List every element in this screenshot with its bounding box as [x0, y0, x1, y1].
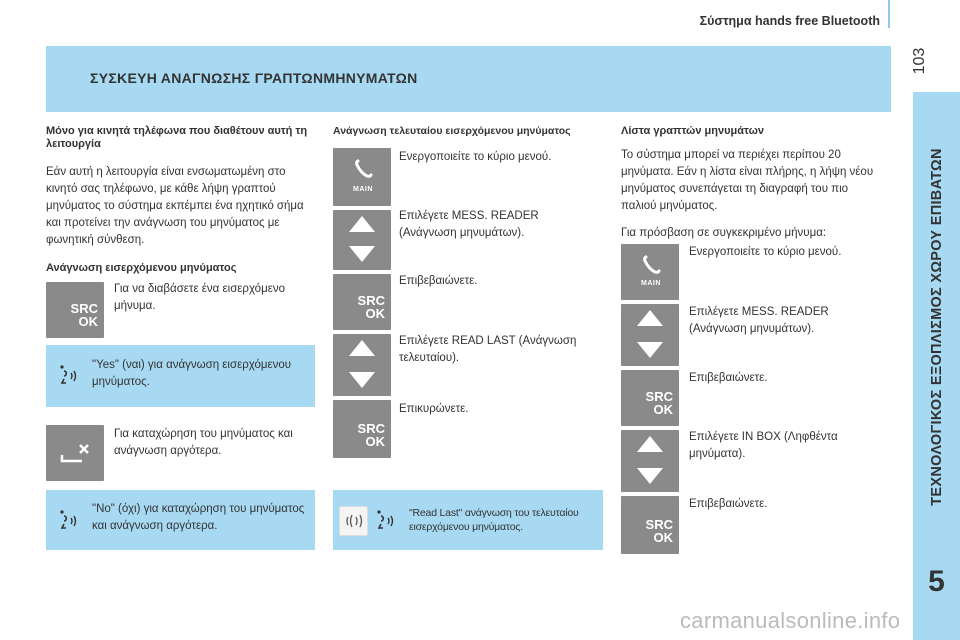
col3-heading: Λίστα γραπτών μηνυμάτων: [621, 125, 764, 137]
col2-step3: Επιβεβαιώνετε.: [399, 275, 478, 287]
arrow-buttons: [333, 334, 391, 396]
src-ok-button: SRC OK: [46, 282, 104, 338]
chapter-number: 5: [928, 565, 945, 598]
voice-button: [339, 506, 368, 536]
voice-read-last-note: "Read Last" ανάγνωση του τελευταίου εισερχόμενου μηνύματος.: [333, 490, 603, 550]
col1-subheading: Ανάγνωση εισερχόμενου μηνύματος: [46, 262, 237, 274]
hang-up-button: [46, 425, 104, 481]
col2-heading: Ανάγνωση τελευταίου εισερχόμενου μηνύματος: [333, 125, 571, 137]
col1-step1: Για να διαβάσετε ένα εισερχόμενο μήνυμα.: [114, 283, 285, 312]
col3-access: Για πρόσβαση σε συγκεκριμένο μήνυμα:: [621, 227, 827, 239]
col3-step2: Επιλέγετε MESS. READER (Ανάγνωση μηνυμάτων).: [689, 306, 829, 335]
chapter-sidebar-title: ΤΕΧΝΟΛΟΓΙΚΟΣ ΕΞΟΠΛΙΣΜΟΣ ΧΩΡΟΥ ΕΠΙΒΑΤΩΝ: [928, 148, 945, 506]
col3-step1: Ενεργοποιείτε το κύριο μενού.: [689, 246, 842, 258]
main-button: MAIN: [333, 148, 391, 206]
col1-step2: Για καταχώρηση του μηνύματος και ανάγνωση αργότερα.: [114, 428, 293, 457]
arrow-up-icon: [637, 310, 663, 326]
src-ok-button: SRC OK: [333, 400, 391, 458]
src-ok-button: SRC OK: [621, 370, 679, 426]
col2-step1: Ενεργοποιείτε το κύριο μενού.: [399, 151, 552, 163]
voice-no-note: "No" (όχι) για καταχώρηση του μηνύματος και ανάγνωση αργότερα.: [46, 490, 315, 550]
col2-step5: Επικυρώνετε.: [399, 403, 469, 415]
voice-command-icon: [375, 508, 397, 532]
page-number: 103: [911, 47, 928, 75]
arrow-buttons: [333, 210, 391, 270]
phone-icon: [353, 158, 373, 180]
col3-step3: Επιβεβαιώνετε.: [689, 372, 768, 384]
col2-step2: Επιλέγετε MESS. READER (Ανάγνωση μηνυμάτων).: [399, 210, 539, 239]
phone-hangup-icon: [58, 439, 94, 469]
voice-command-icon: [58, 508, 80, 532]
col3-step5: Επιβεβαιώνετε.: [689, 498, 768, 510]
arrow-down-icon: [349, 372, 375, 388]
src-ok-button: SRC OK: [333, 274, 391, 330]
src-ok-button: SRC OK: [621, 496, 679, 554]
watermark: carmanualsonline.info: [680, 608, 901, 633]
voice-waves-icon: [344, 513, 364, 529]
arrow-up-icon: [349, 340, 375, 356]
col3-intro: Το σύστημα μπορεί να περιέχει περίπου 20 μηνύματα. Εάν η λίστα είναι πλήρης, η λήψη νέου μηνύματος συνεπάγεται τη διαγραφή του πιο παλιού μηνύματος.: [621, 149, 874, 212]
phone-icon: [641, 254, 661, 276]
header-title: Σύστημα hands free Bluetooth: [699, 14, 880, 28]
section-title: ΣΥΣΚΕΥΗ ΑΝΑΓΝΩΣΗΣ ΓΡΑΠΤΩΝΜΗΝΥΜΑΤΩΝ: [90, 70, 418, 86]
arrow-down-icon: [637, 342, 663, 358]
header-divider: [888, 0, 890, 28]
arrow-buttons: [621, 304, 679, 366]
voice-command-icon: [58, 363, 80, 387]
arrow-down-icon: [349, 246, 375, 262]
arrow-up-icon: [637, 436, 663, 452]
col2-step4: Επιλέγετε READ LAST (Ανάγνωση τελευταίου).: [399, 335, 577, 364]
arrow-up-icon: [349, 216, 375, 232]
main-button: MAIN: [621, 244, 679, 300]
col3-step4: Επιλέγετε IN BOX (Ληφθέντα μηνύματα).: [689, 431, 838, 460]
col1-intro: Εάν αυτή η λειτουργία είναι ενσωματωμένη στο κινητό σας τηλέφωνο, με κάθε λήψη γραπτού μηνύματος το σύστημα εκπέμπει ένα ηχητικό σήμα και προτείνει την ανάγνωση του μηνύματος με φωνητική σύνθεση.: [46, 166, 304, 246]
arrow-buttons: [621, 430, 679, 492]
arrow-down-icon: [637, 468, 663, 484]
voice-yes-note: "Yes" (ναι) για ανάγνωση εισερχόμενου μηνύματος.: [46, 345, 315, 407]
col1-heading: Μόνο για κινητά τηλέφωνα που διαθέτουν αυτή τη λειτουργία: [46, 125, 308, 150]
